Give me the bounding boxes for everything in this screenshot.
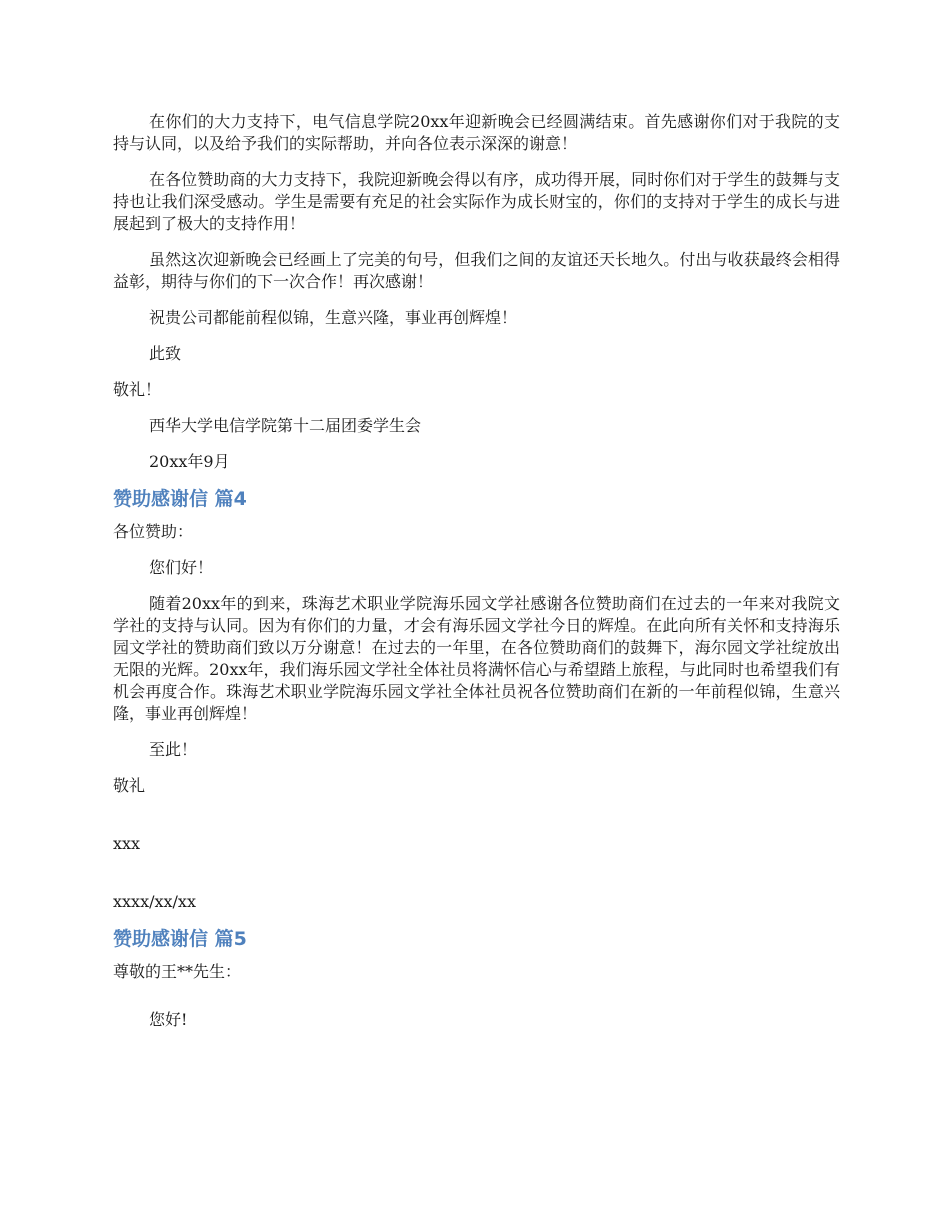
letter3-date: 20xx年9月	[149, 452, 230, 471]
section5-heading: 赞助感谢信 篇5	[113, 928, 247, 950]
letter3-signature: 西华大学电信学院第十二届团委学生会	[149, 416, 422, 435]
letter4-greeting: 各位赞助：	[113, 522, 194, 541]
letter3-paragraph-4: 祝贵公司都能前程似锦，生意兴隆，事业再创辉煌！	[149, 308, 518, 327]
letter5-greeting: 尊敬的王**先生：	[113, 962, 242, 981]
letter3-closing: 此致	[149, 344, 182, 363]
letter3-paragraph-2: 在各位赞助商的大力支持下，我院迎新晚会得以有序，成功得开展，同时你们对于学生的鼓舞与支持也让我们深受感动。学生是需要有充足的社会实际作为成长财宝的，你们的支持对于学生的成长与进展起到了极大的支持作用！	[113, 170, 840, 233]
letter4-salute: 敬礼	[113, 776, 146, 795]
letter3-paragraph-1: 在你们的大力支持下，电气信息学院20xx年迎新晚会已经圆满结束。首先感谢你们对于我院的支持与认同，以及给予我们的实际帮助，并向各位表示深深的谢意！	[113, 112, 840, 153]
letter3-salute: 敬礼！	[113, 380, 162, 399]
letter4-body: 随着20xx年的到来，珠海艺术职业学院海乐园文学社感谢各位赞助商们在过去的一年来对我院文学社的支持与认同。因为有你们的力量，才会有海乐园文学社今日的辉煌。在此向所有关怀和支持海乐园文学社的赞助商们致以万分谢意！在过去的一年里，在各位赞助商们的鼓舞下，海尔园文学社绽放出无限的光辉。20xx年，我们海乐园文学社全体社员将满怀信心与希望踏上旅程，与此同时也希望我们有机会再度合作。珠海艺术职业学院海乐园文学社全体社员祝各位赞助商们在新的一年前程似锦，生意兴隆，事业再创辉煌！	[113, 594, 840, 723]
letter4-closing: 至此！	[149, 740, 198, 759]
letter3-paragraph-3: 虽然这次迎新晚会已经画上了完美的句号，但我们之间的友谊还天长地久。付出与收获最终会相得益彰，期待与你们的下一次合作！再次感谢！	[113, 250, 840, 291]
letter4-date: xxxx/xx/xx	[113, 892, 196, 911]
document-content	[113, 111, 840, 1045]
section4-heading: 赞助感谢信 篇4	[113, 488, 247, 510]
letter4-signer: xxx	[113, 834, 141, 853]
letter5-hello: 您好!	[149, 1010, 188, 1029]
letter4-hello: 您们好！	[149, 558, 214, 577]
